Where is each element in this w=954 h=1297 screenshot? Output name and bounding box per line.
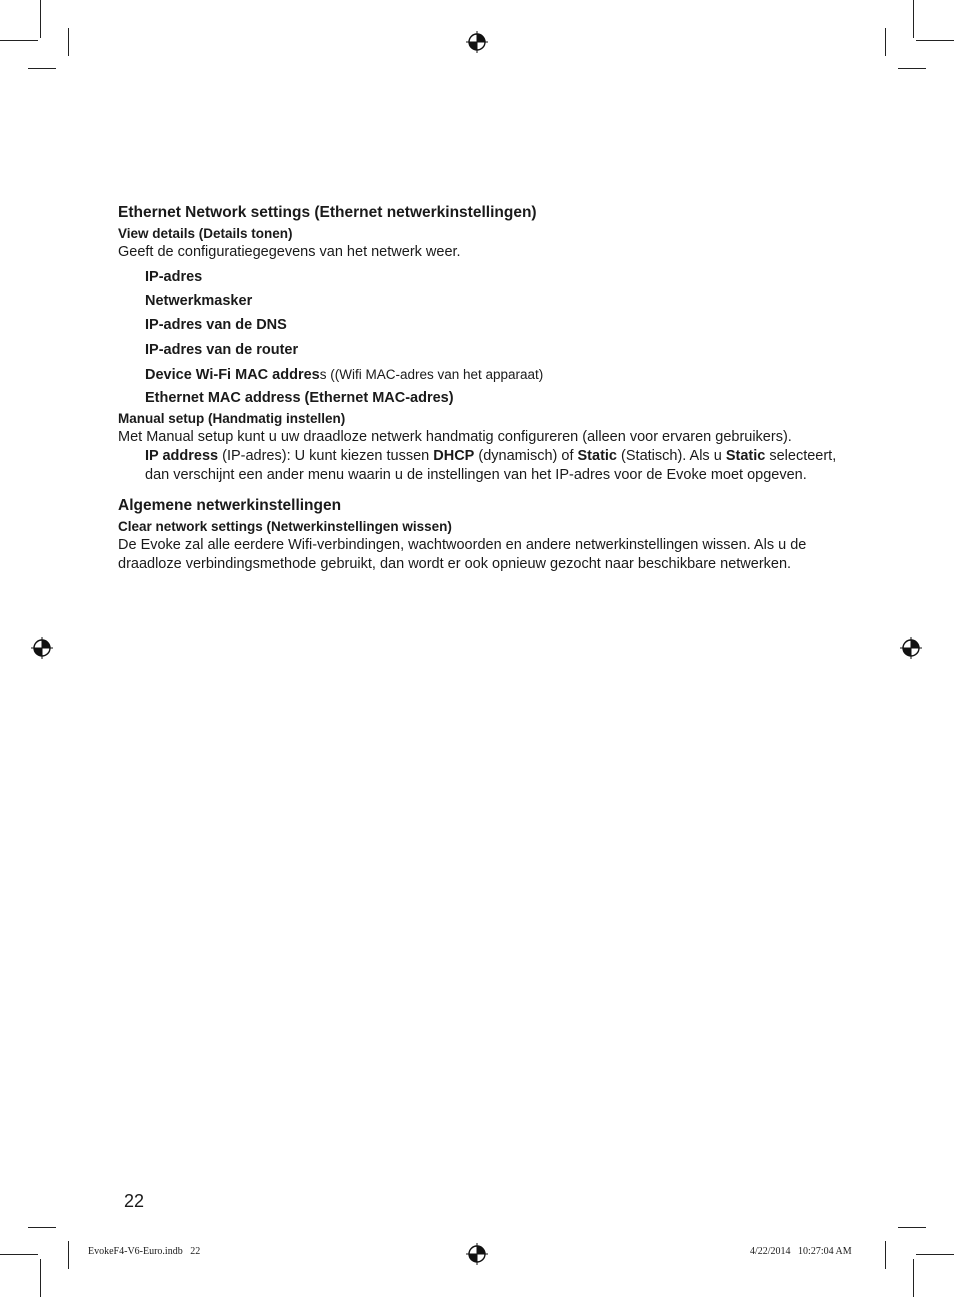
- list-item: Ethernet MAC address (Ethernet MAC-adres): [145, 389, 454, 406]
- list-item: IP-adres: [145, 269, 203, 285]
- crop-mark: [898, 68, 926, 69]
- registration-mark-icon: [466, 1243, 488, 1265]
- manual-setup-text: Met Manual setup kunt u uw draadloze netwerk handmatig configureren (alleen voor ervaren gebruikers).: [118, 429, 792, 446]
- crop-mark: [916, 1254, 954, 1255]
- crop-mark: [898, 1227, 926, 1228]
- crop-mark: [913, 0, 914, 38]
- registration-mark-icon: [900, 637, 922, 659]
- subheading-clear-settings: Clear network settings (Netwerkinstellingen wissen): [118, 519, 452, 535]
- page-content: [118, 203, 838, 574]
- crop-mark: [0, 40, 38, 41]
- crop-mark: [885, 28, 886, 56]
- section-title-ethernet: Ethernet Network settings (Ethernet netwerkinstellingen): [118, 204, 537, 221]
- crop-mark: [916, 40, 954, 41]
- clear-settings-text: De Evoke zal alle eerdere Wifi-verbindingen, wachtwoorden en andere netwerkinstellingen wissen. Als u de draadloze verbindingsmethode gebruikt, dan wordt er ook opnieuw gezocht naar beschikbare netwerken.: [118, 537, 807, 573]
- subheading-view-details: View details (Details tonen): [118, 226, 293, 241]
- slug-file-info: EvokeF4-V6-Euro.indb 22: [88, 1246, 201, 1257]
- view-details-text: Geeft de configuratiegegevens van het netwerk weer.: [118, 244, 461, 260]
- crop-mark: [68, 1241, 69, 1269]
- crop-mark: [0, 1254, 38, 1255]
- crop-mark: [913, 1259, 914, 1297]
- crop-mark: [40, 0, 41, 38]
- subheading-manual-setup: Manual setup (Handmatig instellen): [118, 411, 346, 427]
- page-number: 22: [124, 1191, 145, 1211]
- ip-address-description: IP address (IP-adres): U kunt kiezen tussen DHCP (dynamisch) of Static (Statisch). Als u Static selecteert, dan verschijnt een ander menu waarin u de instellingen van het IP-adres voor de Evoke moet opgeven.: [145, 448, 837, 484]
- crop-mark: [885, 1241, 886, 1269]
- section-title-general: Algemene netwerkinstellingen: [118, 497, 342, 515]
- registration-mark-icon: [31, 637, 53, 659]
- slug-date-info: 4/22/2014 10:27:04 AM: [750, 1246, 852, 1257]
- crop-mark: [28, 1227, 56, 1228]
- crop-mark: [28, 68, 56, 69]
- list-item: IP-adres van de router: [145, 341, 299, 358]
- crop-mark: [68, 28, 69, 56]
- list-item: Device Wi-Fi MAC address ((Wifi MAC-adres van het apparaat): [145, 366, 544, 383]
- list-item: Netwerkmasker: [145, 293, 253, 310]
- registration-mark-icon: [466, 31, 488, 53]
- crop-mark: [40, 1259, 41, 1297]
- list-item: IP-adres van de DNS: [145, 317, 287, 334]
